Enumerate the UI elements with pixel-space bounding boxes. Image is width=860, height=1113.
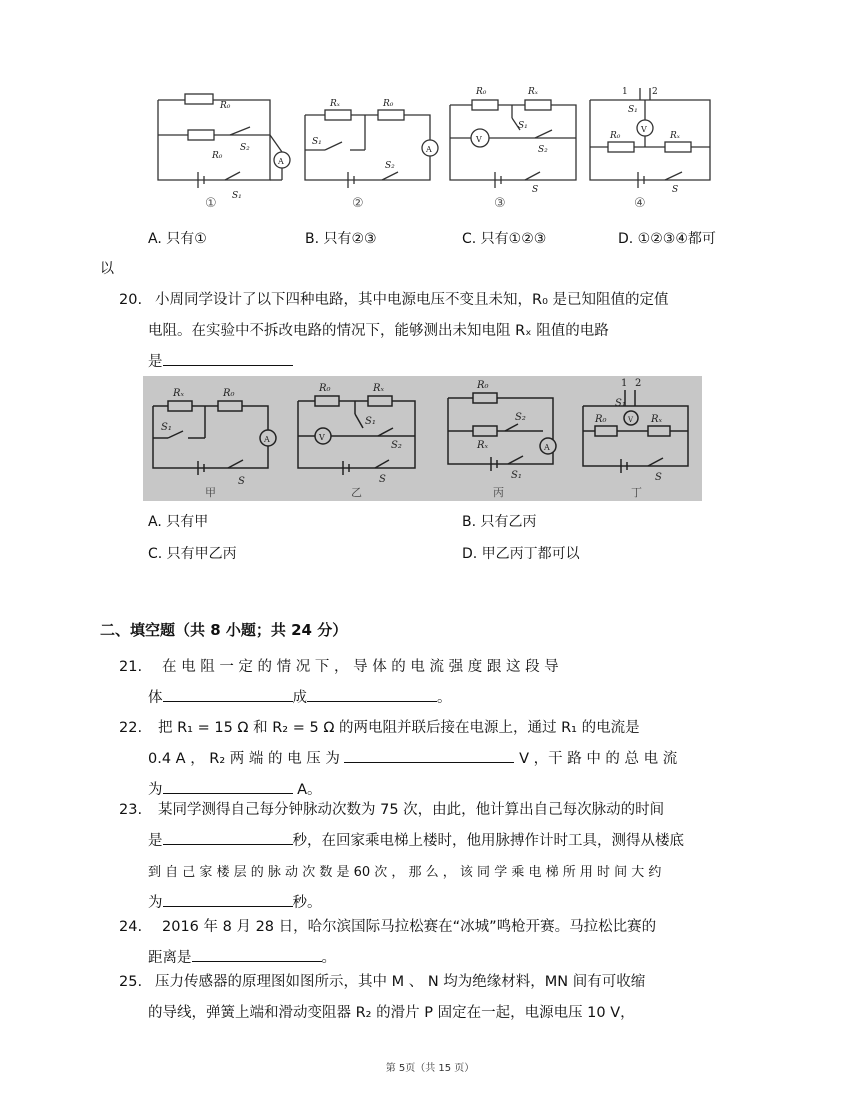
svg-text:A: A xyxy=(278,157,284,166)
q20-label-bing: 丙 xyxy=(493,486,504,499)
svg-text:S₂: S₂ xyxy=(538,145,548,155)
svg-text:S₁: S₁ xyxy=(615,398,626,409)
svg-text:A: A xyxy=(544,443,550,452)
circuit-label-1: ① xyxy=(205,196,217,211)
svg-text:R₀: R₀ xyxy=(220,101,231,111)
q23-blank-2[interactable] xyxy=(163,890,293,907)
q23-line4: 为 秒。 xyxy=(148,888,322,919)
q20-label-yi: 乙 xyxy=(351,486,362,499)
q20-label-jia: 甲 xyxy=(205,486,216,499)
q24-line1: 2016 年 8 月 28 日，哈尔滨国际马拉松赛在“冰城”鸣枪开赛。马拉松比赛的 xyxy=(162,919,657,935)
q23-line1: 某同学测得自己每分钟脉动次数为 75 次，由此，他计算出自己每次脉动的时间 xyxy=(158,802,665,818)
q20-label-ding: 丁 xyxy=(631,486,642,499)
q20-line1: 小周同学设计了以下四种电路，其中电源电压不变且未知，R₀ 是已知阻值的定值 xyxy=(155,292,669,308)
q21-blank-1[interactable] xyxy=(163,685,293,702)
q20-option-b: B. 只有乙丙 xyxy=(462,514,537,530)
svg-text:1: 1 xyxy=(622,87,628,97)
page-footer: 第 5页（共 15 页） xyxy=(385,1063,475,1074)
q22-blank-1[interactable] xyxy=(344,746,514,763)
svg-text:Rₓ: Rₓ xyxy=(173,388,185,399)
svg-text:V: V xyxy=(641,125,647,134)
svg-text:R₀: R₀ xyxy=(610,131,621,141)
q25-line2: 的导线，弹簧上端和滑动变阻器 R₂ 的滑片 P 固定在一起，电源电压 10 V， xyxy=(148,1005,635,1021)
q20-option-a: A. 只有甲 xyxy=(148,514,209,530)
svg-text:Rₓ: Rₓ xyxy=(477,440,489,451)
svg-text:V: V xyxy=(476,135,482,144)
circuit-label-2: ② xyxy=(352,196,364,211)
q23-number: 23. xyxy=(119,802,143,818)
svg-text:S₁: S₁ xyxy=(628,105,638,115)
q20-option-c: C. 只有甲乙丙 xyxy=(148,546,237,562)
q20-number: 20. xyxy=(119,292,143,308)
svg-text:1: 1 xyxy=(621,378,628,389)
q20-line3: 是 xyxy=(148,347,293,378)
circuit-2 xyxy=(305,110,438,188)
q20-answer-blank[interactable] xyxy=(163,349,293,366)
svg-text:R₀: R₀ xyxy=(319,383,331,394)
q19-option-b: B. 只有②③ xyxy=(305,231,377,247)
svg-text:S₂: S₂ xyxy=(515,412,526,423)
svg-text:S: S xyxy=(672,185,679,195)
q19-option-c: C. 只有①②③ xyxy=(462,231,547,247)
q21-line2: 体 成 。 xyxy=(148,683,452,714)
svg-text:S₁: S₁ xyxy=(518,121,528,131)
q25-number: 25. xyxy=(119,974,143,990)
svg-text:S: S xyxy=(532,185,539,195)
q24-line2: 距离是 。 xyxy=(148,943,336,974)
svg-text:S: S xyxy=(655,472,662,483)
q23-blank-1[interactable] xyxy=(163,828,293,845)
q19-circuits xyxy=(140,80,720,220)
svg-text:V: V xyxy=(628,416,634,424)
q22-number: 22. xyxy=(119,720,143,736)
q19-option-tail: 以 xyxy=(100,261,114,277)
q22-line1: 把 R₁ = 15 Ω 和 R₂ = 5 Ω 的两电阻并联后接在电源上，通过 R₁ 的电流是 xyxy=(158,720,640,736)
q22-line3: 为 A。 xyxy=(148,775,322,806)
svg-text:Rₓ: Rₓ xyxy=(373,383,385,394)
svg-text:R₀: R₀ xyxy=(477,380,489,391)
circuit-4 xyxy=(590,88,710,188)
svg-text:S₁: S₁ xyxy=(511,470,522,481)
svg-text:V: V xyxy=(319,433,325,442)
circuit-label-4: ④ xyxy=(634,196,646,211)
q25-line1: 压力传感器的原理图如图所示，其中 M 、 N 均为绝缘材料，MN 间有可收缩 xyxy=(155,974,646,990)
svg-text:2: 2 xyxy=(635,378,642,389)
q21-number: 21. xyxy=(119,659,143,675)
svg-text:Rₓ: Rₓ xyxy=(528,87,538,97)
svg-text:A: A xyxy=(264,435,270,444)
svg-text:2: 2 xyxy=(652,87,658,97)
svg-text:R₀: R₀ xyxy=(223,388,235,399)
svg-text:S₂: S₂ xyxy=(391,440,402,451)
q24-number: 24. xyxy=(119,919,143,935)
svg-text:S₁: S₁ xyxy=(312,137,322,147)
svg-text:S₁: S₁ xyxy=(365,416,376,427)
svg-text:R₀: R₀ xyxy=(383,99,394,109)
q22-blank-2[interactable] xyxy=(163,777,293,794)
svg-text:R₀: R₀ xyxy=(595,414,607,425)
svg-text:S₁: S₁ xyxy=(161,422,172,433)
q21-blank-2[interactable] xyxy=(307,685,437,702)
q24-blank[interactable] xyxy=(192,945,322,962)
q21-line1: 在 电 阻 一 定 的 情 况 下 ， 导 体 的 电 流 强 度 跟 这 段 导 xyxy=(162,659,559,675)
svg-text:A: A xyxy=(426,145,432,154)
q19-option-d: D. ①②③④都可 xyxy=(618,231,716,247)
svg-text:R₀: R₀ xyxy=(476,87,487,97)
svg-text:S₂: S₂ xyxy=(385,161,395,171)
svg-text:S: S xyxy=(238,476,245,487)
q20-line2: 电阻。在实验中不拆改电路的情况下，能够测出未知电阻 Rₓ 阻值的电路 xyxy=(148,323,609,339)
svg-text:S₁: S₁ xyxy=(232,191,242,201)
q19-option-a: A. 只有① xyxy=(148,231,207,247)
circuit-label-3: ③ xyxy=(494,196,506,211)
circuit-3 xyxy=(450,100,576,188)
q23-line3: 到 自 己 家 楼 层 的 脉 动 次 数 是 60 次 ， 那 么 ， 该 同 学 乘 电 梯 所 用 时 间 大 约 xyxy=(148,865,662,880)
svg-text:R₀: R₀ xyxy=(212,151,223,161)
svg-text:S: S xyxy=(379,474,386,485)
svg-text:Rₓ: Rₓ xyxy=(670,131,680,141)
section-title: 二、填空题（共 8 小题；共 24 分） xyxy=(100,621,348,639)
q23-line2: 是 秒，在回家乘电梯上楼时，他用脉搏作计时工具，测得从楼底 xyxy=(148,826,684,857)
svg-text:Rₓ: Rₓ xyxy=(651,414,663,425)
svg-text:Rₓ: Rₓ xyxy=(330,99,340,109)
q22-line2: 0.4 A ， R₂ 两 端 的 电 压 为 V ，干 路 中 的 总 电 流 xyxy=(148,744,677,775)
q20-circuit-photo xyxy=(143,376,702,501)
q20-option-d: D. 甲乙丙丁都可以 xyxy=(462,546,580,562)
svg-text:S₂: S₂ xyxy=(240,143,250,153)
